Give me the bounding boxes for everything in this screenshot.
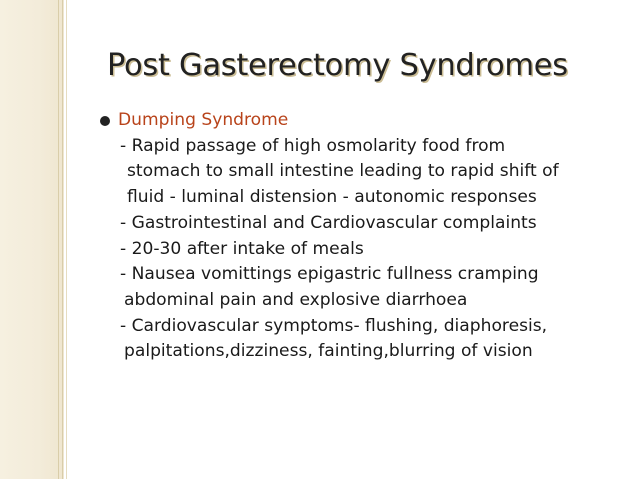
decorative-side-band	[0, 0, 64, 479]
body-line: fluid - luminal distension - autonomic responses	[127, 187, 537, 208]
bullet-item	[100, 108, 559, 134]
body-line: stomach to small intestine leading to rapid shift of	[127, 161, 559, 182]
body-line: - Cardiovascular symptoms- flushing, diaphoresis,	[120, 315, 548, 336]
subheading: Dumping Syndrome	[118, 110, 289, 130]
decorative-line	[58, 0, 59, 479]
decorative-line	[66, 0, 67, 479]
body-line: abdominal pain and explosive diarrhoea	[124, 289, 468, 310]
slide-title: Post Gasterectomy Syndromes	[107, 48, 568, 83]
slide-content	[103, 108, 559, 365]
bullet-icon	[100, 116, 110, 126]
body-line: - Rapid passage of high osmolarity food from	[120, 135, 506, 156]
body-line: palpitations,dizziness, fainting,blurring of vision	[124, 341, 533, 362]
body-line: - Gastrointestinal and Cardiovascular complaints	[120, 212, 537, 233]
decorative-line	[62, 0, 63, 479]
body-line: - 20-30 after intake of meals	[120, 238, 364, 259]
body-line: - Nausea vomittings epigastric fullness cramping	[120, 264, 539, 285]
